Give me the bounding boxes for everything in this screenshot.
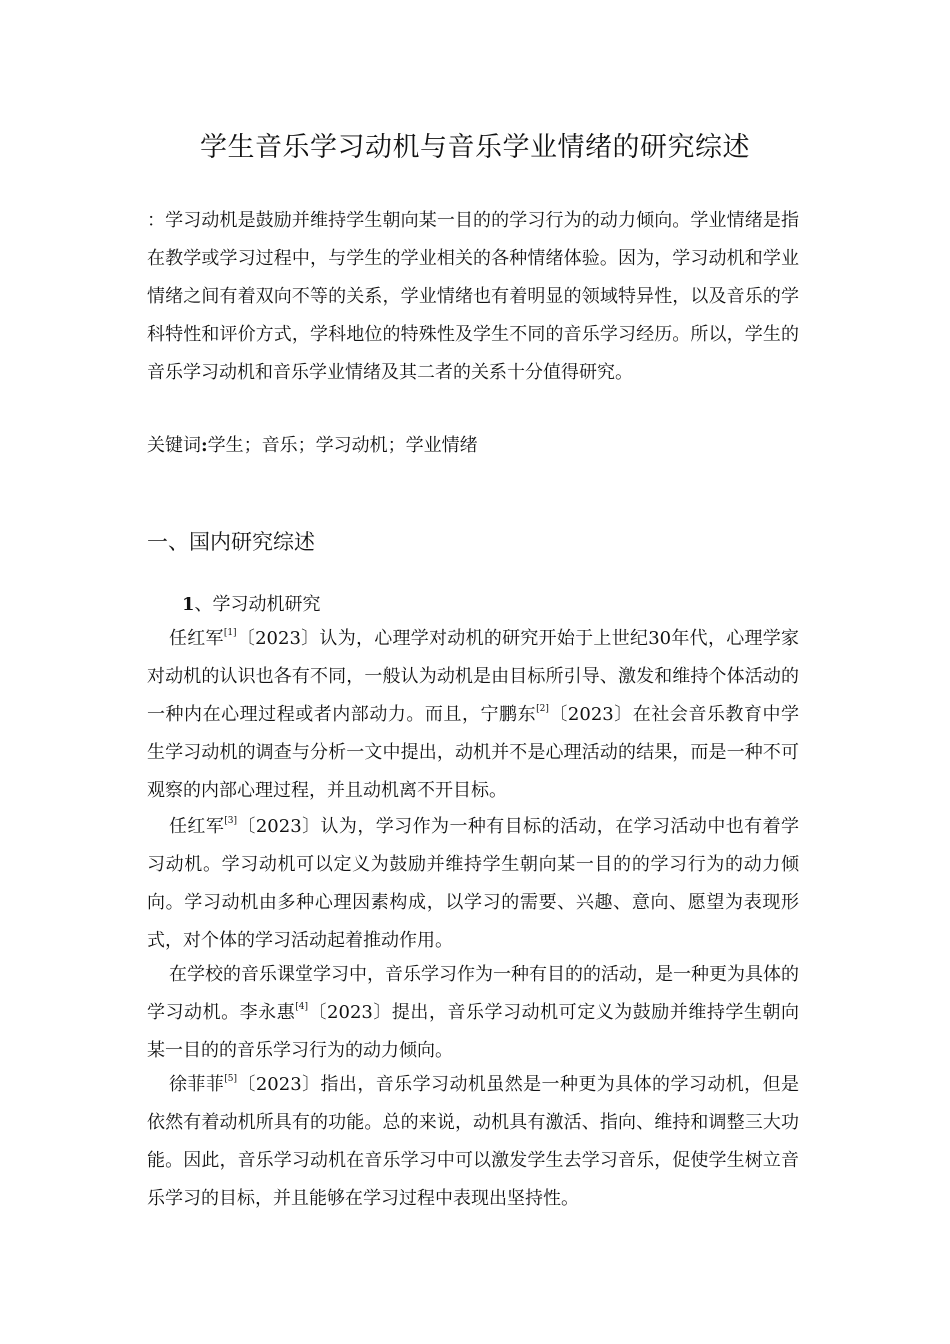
paragraph-text: 〔2023〕认为，心理学对动机的研究开始于上世纪30年代，心理学家对动机的认识也各有不同，一般认为动机是由目标所引导、激发和维持个体活动的一种内在心理过程或者内部动力。而且，宁鹏东 — [147, 628, 800, 725]
body-paragraph — [147, 1066, 799, 1218]
paragraph-text: 任红军 — [169, 628, 224, 649]
paragraph-text: 〔2023〕认为，学习作为一种有目标的活动，在学习活动中也有着学习动机。学习动机可以定义为鼓励并维持学生朝向某一目的的学习行为的动力倾向。学习动机由多种心理因素构成，以学习的需要、兴趣、意向、愿望为表现形式，对个体的学习活动起着推动作用。 — [147, 816, 799, 951]
paragraph-text: 〔2023〕指出，音乐学习动机虽然是一种更为具体的学习动机，但是依然有着动机所具有的功能。总的来说，动机具有激活、指向、维持和调整三大功能。因此，音乐学习动机在音乐学习中可以激发学生去学习音乐，促使学生树立音乐学习的目标，并且能够在学习过程中表现出坚持性。 — [147, 1074, 799, 1209]
body-paragraph — [147, 956, 799, 1070]
body-paragraph — [147, 808, 799, 960]
citation-ref: [5] — [224, 1074, 238, 1084]
document-title: 学生音乐学习动机与音乐学业情绪的研究综述 — [200, 132, 750, 163]
keywords-label: 关键词 — [147, 435, 201, 456]
paragraph-text: 〔2023〕提出，音乐学习动机可定义为鼓励并维持学生朝向某一目的的音乐学习行为的动力倾向。 — [147, 1002, 800, 1061]
section-heading: 一、国内研究综述 — [147, 530, 315, 554]
paragraph-text: 〔2023〕在社会音乐教育中学生学习动机的调查与分析一文中提出，动机并不是心理活动的结果，而是一种不可观察的内部心理过程，并且动机离不开目标。 — [147, 704, 800, 801]
citation-ref: [2] — [536, 704, 549, 714]
citation-ref: [1] — [223, 628, 237, 638]
keywords-line — [147, 427, 799, 465]
subsection-heading — [182, 586, 321, 624]
keywords-colon: : — [201, 435, 208, 456]
subsection-title: 、学习动机研究 — [194, 594, 321, 615]
abstract-paragraph: ：学习动机是鼓励并维持学生朝向某一目的的学习行为的动力倾向。学业情绪是指在教学或学习过程中，与学生的学业相关的各种情绪体验。因为，学习动机和学业情绪之间有着双向不等的关系，学业情绪也有着明显的领域特异性，以及音乐的学科特性和评价方式，学科地位的特殊性及学生不同的音乐学习经历。所以，学生的音乐学习动机和音乐学业情绪及其二者的关系十分值得研究。 — [147, 210, 799, 383]
body-paragraph — [147, 620, 799, 810]
subsection-number: 1 — [182, 594, 195, 615]
citation-ref: [4] — [295, 1002, 308, 1012]
citation-ref: [3] — [224, 816, 238, 826]
paragraph-text: 任红军 — [169, 816, 225, 837]
paragraph-text: 徐菲菲 — [169, 1074, 225, 1095]
paragraph-text: 在学校的音乐课堂学习中，音乐学习作为一种有目的的活动，是一种更为具体的学习动机。李永惠 — [147, 964, 799, 1023]
keywords-terms: 学生；音乐；学习动机；学业情绪 — [207, 435, 478, 456]
